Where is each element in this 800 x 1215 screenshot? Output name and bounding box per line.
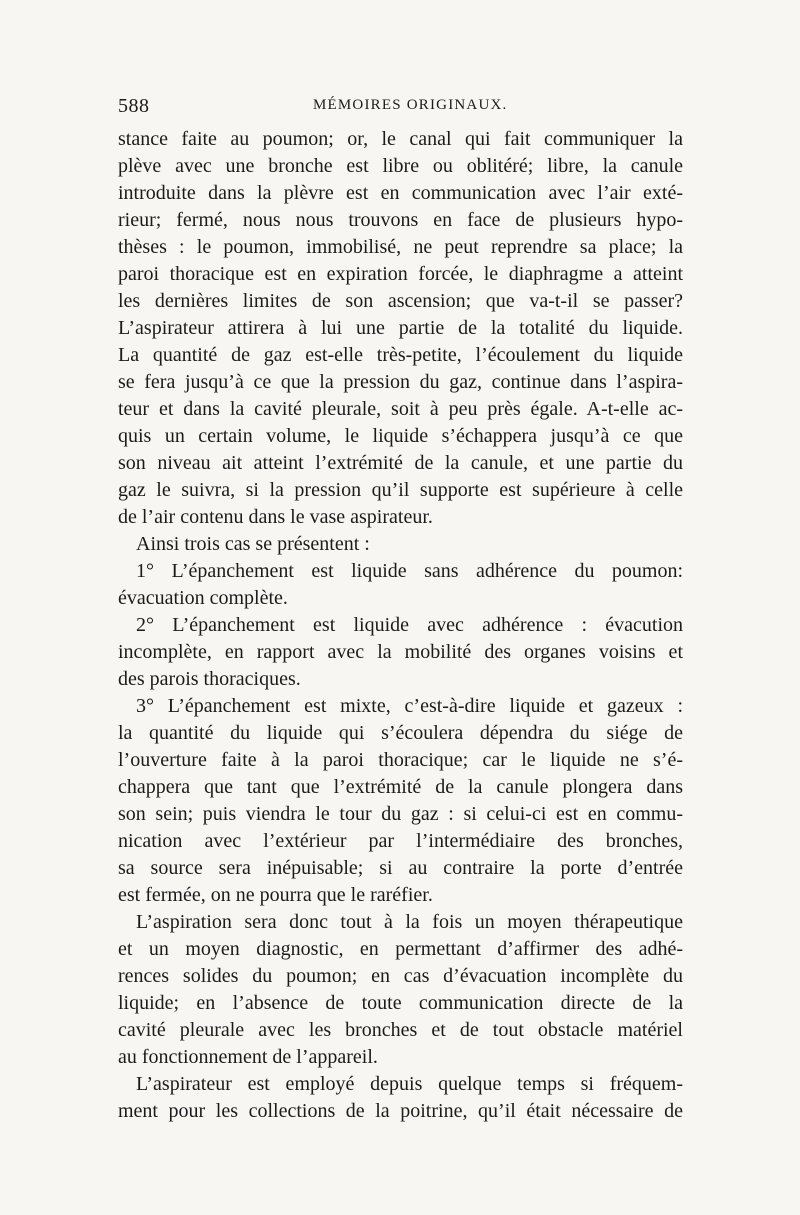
text-line: L’aspirateur est employé depuis quelque temps si fréquem- [136,1073,683,1095]
text-line: paroi thoracique est en expiration forcée, le diaphragme a atteint [118,263,683,285]
running-title: MÉMOIRES ORIGINAUX. [313,97,508,113]
text-line: son niveau ait atteint l’extrémité de la canule, et une partie du [118,452,683,474]
text-line: nication avec l’extérieur par l’intermédiaire des bronches, [118,830,683,852]
text-line: L’aspirateur attirera à lui une partie de la totalité du liquide. [118,317,683,339]
text-line: est fermée, on ne pourra que le raréfier. [118,884,433,906]
text-line: 1° L’épanchement est liquide sans adhérence du poumon: [136,560,683,582]
text-line: L’aspiration sera donc tout à la fois un moyen thérapeutique [136,911,683,933]
text-line: l’ouverture faite à la paroi thoracique; car le liquide ne s’é- [118,749,683,771]
text-line: au fonctionnement de l’appareil. [118,1046,378,1068]
text-line: rieur; fermé, nous nous trouvons en face de plusieurs hypo- [118,209,683,231]
text-line: liquide; en l’absence de toute communication directe de la [118,992,683,1014]
text-line: Ainsi trois cas se présentent : [136,533,370,555]
text-line: thèses : le poumon, immobilisé, ne peut reprendre sa place; la [118,236,683,258]
text-line: teur et dans la cavité pleurale, soit à peu près égale. A-t-elle ac- [118,398,683,420]
text-line: La quantité de gaz est-elle très-petite, l’écoulement du liquide [118,344,683,366]
page-number: 588 [118,95,150,117]
text-line: introduite dans la plèvre est en communication avec l’air exté- [118,182,683,204]
text-line: sa source sera inépuisable; si au contraire la porte d’entrée [118,857,683,879]
text-line: et un moyen diagnostic, en permettant d’affirmer des adhé- [118,938,683,960]
body-text [118,126,683,1125]
text-line: cavité pleurale avec les bronches et de tout obstacle matériel [118,1019,683,1041]
page-header [118,95,683,119]
text-line: 2° L’épanchement est liquide avec adhérence : évacution [136,614,683,636]
text-line: chappera que tant que l’extrémité de la canule plongera dans [118,776,683,798]
text-line: la quantité du liquide qui s’écoulera dépendra du siége de [118,722,683,744]
text-line: quis un certain volume, le liquide s’échappera jusqu’à ce que [118,425,683,447]
text-line: son sein; puis viendra le tour du gaz : si celui-ci est en commu- [118,803,683,825]
text-line: gaz le suivra, si la pression qu’il supporte est supérieure à celle [118,479,683,501]
text-line: plève avec une bronche est libre ou oblitéré; libre, la canule [118,155,683,177]
text-line: des parois thoraciques. [118,668,301,690]
text-line: stance faite au poumon; or, le canal qui fait communiquer la [118,128,683,150]
text-line: rences solides du poumon; en cas d’évacuation incomplète du [118,965,683,987]
text-line: de l’air contenu dans le vase aspirateur. [118,506,433,528]
text-line: 3° L’épanchement est mixte, c’est-à-dire liquide et gazeux : [136,695,683,717]
text-line: ment pour les collections de la poitrine, qu’il était nécessaire de [118,1100,683,1122]
text-line: se fera jusqu’à ce que la pression du gaz, continue dans l’aspira- [118,371,683,393]
text-line: incomplète, en rapport avec la mobilité des organes voisins et [118,641,683,663]
text-line: évacuation complète. [118,587,288,609]
text-line: les dernières limites de son ascension; que va-t-il se passer? [118,290,683,312]
